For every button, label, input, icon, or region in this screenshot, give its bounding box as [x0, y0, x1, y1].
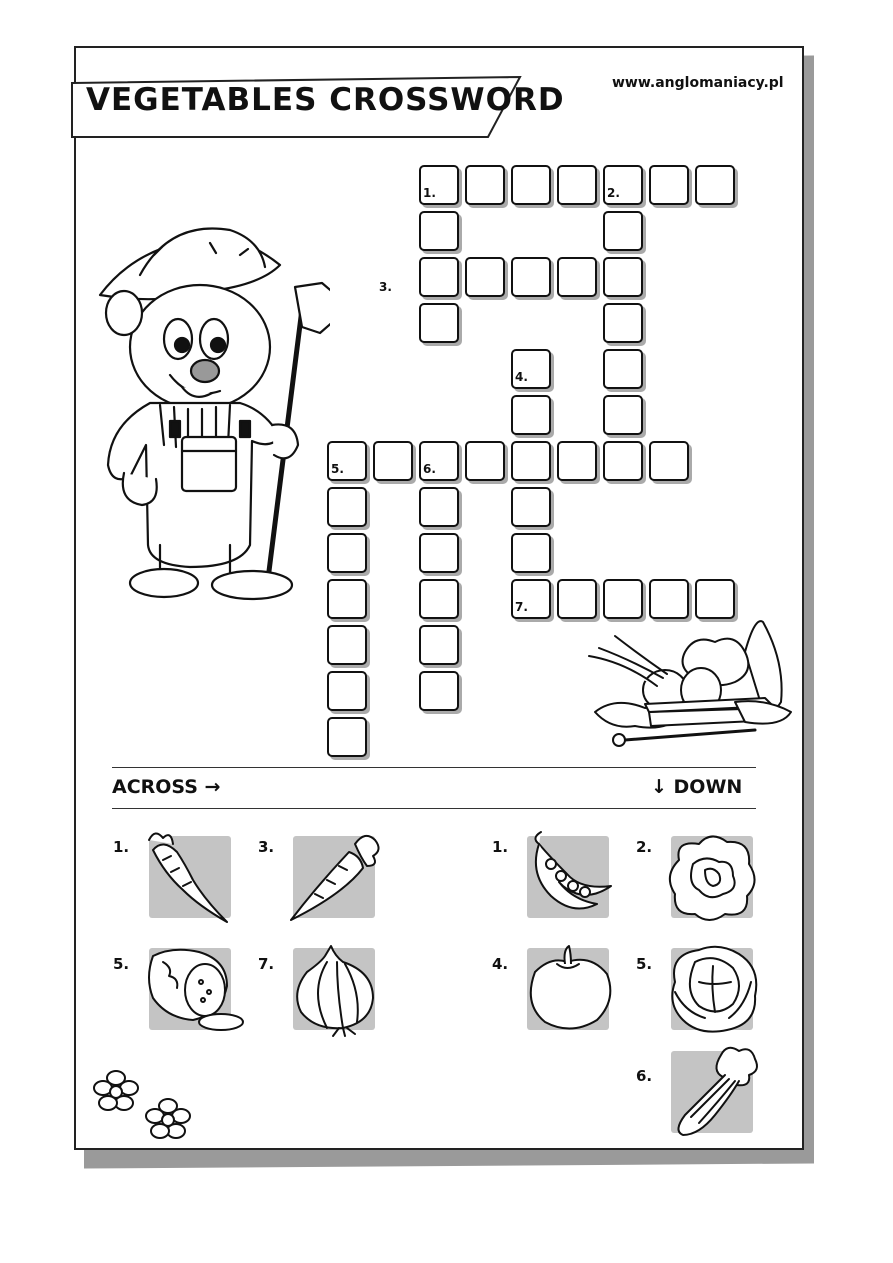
crossword-cell[interactable] [511, 395, 551, 435]
crossword-cell[interactable] [419, 211, 459, 251]
crossword-cell[interactable] [603, 441, 643, 481]
crossword-cell[interactable] [603, 257, 643, 297]
cell-clue-number: 2. [607, 186, 620, 200]
crossword-cell[interactable] [419, 579, 459, 619]
crossword-cell[interactable] [511, 165, 551, 205]
across-clue-7-picture [293, 948, 375, 1030]
cell-clue-number: 7. [515, 600, 528, 614]
down-clue-4-label: 4. [492, 955, 509, 973]
crossword-cell[interactable] [511, 579, 551, 619]
page-title: VEGETABLES CROSSWORD [86, 82, 565, 118]
crossword-cell[interactable] [419, 625, 459, 665]
crossword-cell[interactable] [327, 671, 367, 711]
cell-clue-number: 5. [331, 462, 344, 476]
across-clue-5-label: 5. [113, 955, 130, 973]
crossword-cell[interactable] [419, 257, 459, 297]
crossword-cell[interactable] [649, 165, 689, 205]
lettuce-icon [665, 830, 759, 924]
crossword-cell[interactable] [511, 257, 551, 297]
flowers-illustration [84, 1066, 204, 1148]
cell-clue-number-outside: 3. [379, 280, 392, 294]
down-clue-6-label: 6. [636, 1067, 653, 1085]
crossword-cell[interactable] [327, 487, 367, 527]
cell-clue-number: 6. [423, 462, 436, 476]
across-clue-1-picture [149, 836, 231, 918]
cucumber-icon [143, 942, 237, 1036]
crossword-cell[interactable] [327, 625, 367, 665]
farmer-pig-illustration [90, 215, 330, 605]
carrot-icon [287, 830, 381, 924]
celery-icon [665, 1045, 759, 1139]
crossword-cell[interactable] [419, 441, 459, 481]
down-clue-1-picture [527, 836, 609, 918]
across-heading: ACROSS → [112, 776, 221, 798]
crossword-cell[interactable] [511, 349, 551, 389]
crossword-cell[interactable] [327, 717, 367, 757]
crossword-cell[interactable] [511, 441, 551, 481]
crossword-cell[interactable] [465, 441, 505, 481]
tomato-icon [521, 942, 615, 1036]
crossword-cell[interactable] [419, 671, 459, 711]
website-url: www.anglomaniacy.pl [612, 75, 784, 91]
across-clue-7-label: 7. [258, 955, 275, 973]
crossword-cell[interactable] [603, 165, 643, 205]
crossword-cell[interactable] [327, 533, 367, 573]
across-clue-3-label: 3. [258, 838, 275, 856]
down-clue-5-picture [671, 948, 753, 1030]
crossword-cell[interactable] [557, 165, 597, 205]
crossword-cell[interactable] [603, 211, 643, 251]
cabbage-icon [665, 942, 759, 1036]
cell-clue-number: 4. [515, 370, 528, 384]
parsnip-icon [143, 830, 237, 924]
rule-top [112, 767, 756, 768]
crossword-cell[interactable] [557, 257, 597, 297]
across-clue-3-picture [293, 836, 375, 918]
down-clue-6-picture [671, 1051, 753, 1133]
crossword-cell[interactable] [603, 395, 643, 435]
crossword-cell[interactable] [419, 165, 459, 205]
rule-bottom [112, 808, 756, 809]
crossword-cell[interactable] [419, 487, 459, 527]
across-clue-5-picture [149, 948, 231, 1030]
crossword-cell[interactable] [419, 303, 459, 343]
down-heading: ↓ DOWN [651, 776, 743, 798]
vegetable-pile-illustration [585, 612, 800, 752]
crossword-cell[interactable] [557, 441, 597, 481]
crossword-cell[interactable] [695, 165, 735, 205]
down-clue-2-picture [671, 836, 753, 918]
crossword-cell[interactable] [603, 349, 643, 389]
crossword-cell[interactable] [419, 533, 459, 573]
crossword-cell[interactable] [603, 303, 643, 343]
crossword-cell[interactable] [465, 257, 505, 297]
crossword-cell[interactable] [511, 487, 551, 527]
down-clue-2-label: 2. [636, 838, 653, 856]
crossword-cell[interactable] [465, 165, 505, 205]
crossword-cell[interactable] [373, 441, 413, 481]
crossword-cell[interactable] [511, 533, 551, 573]
crossword-cell[interactable] [327, 441, 367, 481]
peas-icon [521, 830, 615, 924]
down-clue-5-label: 5. [636, 955, 653, 973]
crossword-cell[interactable] [327, 579, 367, 619]
down-clue-1-label: 1. [492, 838, 509, 856]
across-clue-1-label: 1. [113, 838, 130, 856]
crossword-cell[interactable] [649, 441, 689, 481]
onion-icon [287, 942, 381, 1036]
down-clue-4-picture [527, 948, 609, 1030]
cell-clue-number: 1. [423, 186, 436, 200]
